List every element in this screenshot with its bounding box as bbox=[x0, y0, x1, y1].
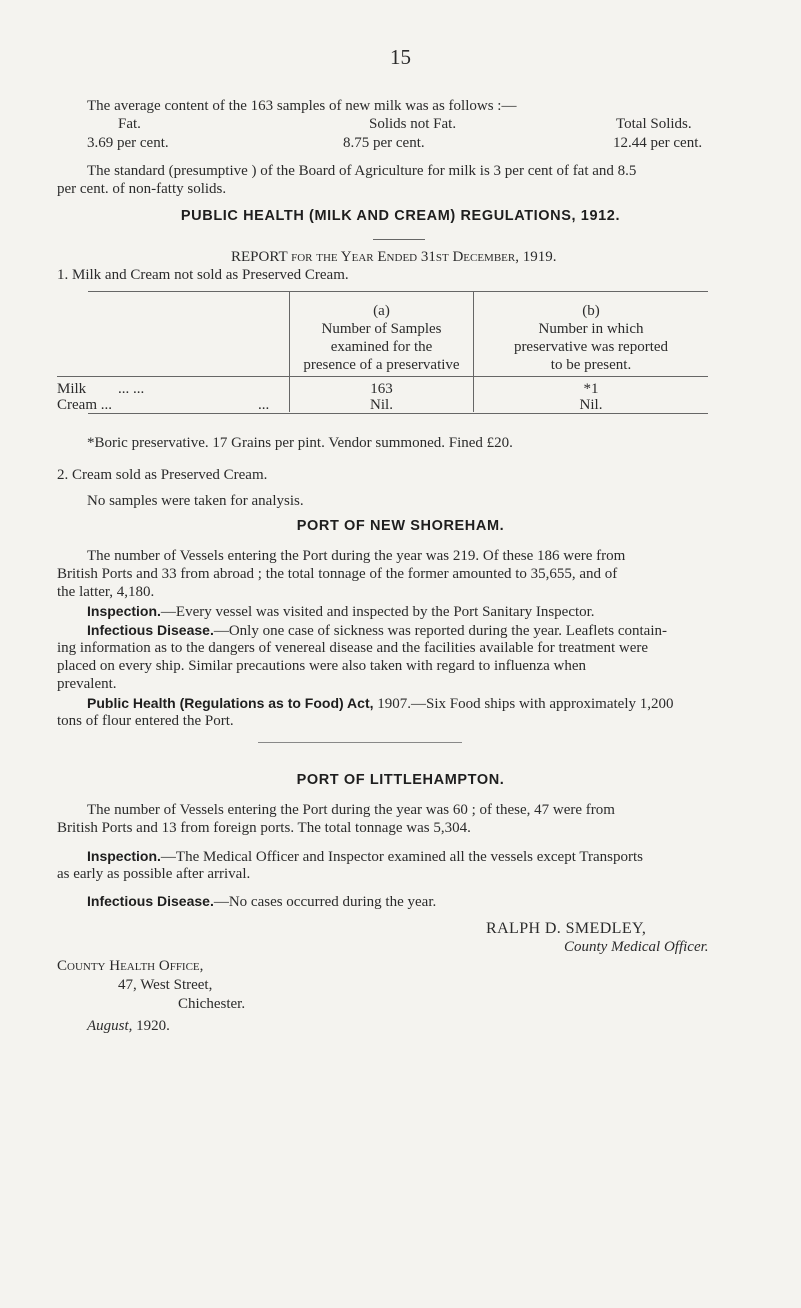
shoreham-infectious-text-1: —Only one case of sickness was reported during the year. Leaflets contain- bbox=[213, 623, 668, 639]
col-a-label: (a) bbox=[373, 303, 390, 319]
standard-line-2: per cent. of non-fatty solids. bbox=[57, 181, 227, 197]
col-b-line-2: preservative was reported bbox=[513, 339, 669, 355]
littlehampton-inspection-label: Inspection. bbox=[87, 848, 161, 864]
littlehampton-inspection-text-1: —The Medical Officer and Inspector examined all the vessels except Transports bbox=[160, 849, 643, 865]
shoreham-food-text-1: 1907.—Six Food ships with approximately 1,200 bbox=[373, 696, 674, 712]
standard-line-1: The standard (presumptive ) of the Board of Agriculture for milk is 3 per cent of fat and 8.5 bbox=[87, 163, 637, 179]
address-town: Chichester. bbox=[178, 996, 246, 1012]
littlehampton-infectious bbox=[87, 892, 436, 912]
signature-title bbox=[564, 938, 709, 957]
signature-title-text: County Medical Officer. bbox=[564, 939, 709, 955]
address-date-month: August, bbox=[87, 1018, 133, 1034]
littlehampton-heading: PORT OF LITTLEHAMPTON. bbox=[296, 772, 505, 788]
short-divider bbox=[373, 239, 425, 240]
signature-name: RALPH D. SMEDLEY, bbox=[486, 920, 647, 937]
col-a-line-1: Number of Samples bbox=[321, 321, 442, 337]
item-2: 2. Cream sold as Preserved Cream. bbox=[57, 467, 268, 483]
col-b-line-1: Number in which bbox=[538, 321, 644, 337]
table-top-rule bbox=[88, 291, 708, 292]
shoreham-infectious-line-4: prevalent. bbox=[57, 676, 117, 692]
shoreham-para-line-2: British Ports and 33 from abroad ; the total tonnage of the former amounted to 35,655, and of bbox=[57, 566, 618, 582]
table-footnote: *Boric preservative. 17 Grains per pint. Vendor summoned. Fined £20. bbox=[87, 435, 513, 451]
row-milk-label: Milk bbox=[57, 381, 87, 397]
shoreham-infectious-label: Infectious Disease. bbox=[87, 622, 214, 638]
row-cream-label: Cream ... bbox=[57, 397, 112, 413]
shoreham-para-line-3: the latter, 4,180. bbox=[57, 584, 155, 600]
col-a-line-3: presence of a preservative bbox=[303, 357, 460, 373]
row-cream-dots: ... bbox=[258, 397, 270, 413]
col-b-label: (b) bbox=[582, 303, 600, 319]
row-cream-b: Nil. bbox=[579, 397, 603, 413]
shoreham-inspection-label: Inspection. bbox=[87, 603, 161, 619]
row-cream-a: Nil. bbox=[370, 397, 393, 413]
shoreham-food-label: Public Health (Regulations as to Food) Act, bbox=[87, 695, 374, 711]
col-a-line-2: examined for the bbox=[330, 339, 433, 355]
shoreham-infectious-line-3: placed on every ship. Similar precautions were also taken with regard to influenza when bbox=[57, 658, 586, 674]
shoreham-para-line-1: The number of Vessels entering the Port during the year was 219. Of these 186 were from bbox=[87, 548, 626, 564]
littlehampton-inspection-line-2: as early as possible after arrival. bbox=[57, 866, 251, 882]
intro-sentence: The average content of the 163 samples of new milk was as follows :— bbox=[87, 98, 517, 114]
row-milk-a: 163 bbox=[370, 381, 393, 397]
address-office-text: County Health Office, bbox=[57, 958, 204, 974]
shoreham-heading: PORT OF NEW SHOREHAM. bbox=[296, 518, 505, 534]
section-divider bbox=[258, 742, 462, 743]
row-milk-dots: ... ... bbox=[118, 381, 145, 397]
table-bottom-rule bbox=[88, 413, 708, 414]
report-title-text: REPORT for the Year Ended 31st December, 1919. bbox=[231, 249, 557, 265]
littlehampton-infectious-text: —No cases occurred during the year. bbox=[213, 894, 437, 910]
milk-cream-heading: PUBLIC HEALTH (MILK AND CREAM) REGULATIONS, 1912. bbox=[180, 208, 621, 224]
shoreham-food-line-2: tons of flour entered the Port. bbox=[57, 713, 234, 729]
value-total-solids: 12.44 per cent. bbox=[613, 135, 703, 151]
value-solids-not-fat: 8.75 per cent. bbox=[343, 135, 425, 151]
value-fat: 3.69 per cent. bbox=[87, 135, 169, 151]
header-total-solids: Total Solids. bbox=[616, 116, 692, 132]
shoreham-inspection-text: —Every vessel was visited and inspected by the Port Sanitary Inspector. bbox=[160, 604, 595, 620]
item-1: 1. Milk and Cream not sold as Preserved Cream. bbox=[57, 267, 349, 283]
item-2-note: No samples were taken for analysis. bbox=[87, 493, 304, 509]
shoreham-infectious-line-1 bbox=[87, 621, 667, 641]
shoreham-inspection bbox=[87, 602, 595, 622]
table-header-rule bbox=[57, 376, 708, 377]
header-fat: Fat. bbox=[118, 116, 141, 132]
littlehampton-para-line-1: The number of Vessels entering the Port during the year was 60 ; of these, 47 were from bbox=[87, 802, 615, 818]
col-b-line-3: to be present. bbox=[550, 357, 632, 373]
address-date-year: 1920. bbox=[132, 1018, 170, 1034]
page-number: 15 bbox=[390, 45, 411, 69]
littlehampton-inspection-line-1 bbox=[87, 847, 643, 867]
shoreham-infectious-line-2: ing information as to the dangers of venereal disease and the facilities available for treatment were bbox=[57, 640, 649, 656]
row-milk-b: *1 bbox=[583, 381, 599, 397]
address-date bbox=[87, 1017, 170, 1036]
address-office bbox=[57, 957, 203, 976]
shoreham-food-line-1 bbox=[87, 694, 674, 714]
header-solids-not-fat: Solids not Fat. bbox=[369, 116, 457, 132]
littlehampton-para-line-2: British Ports and 13 from foreign ports. The total tonnage was 5,304. bbox=[57, 820, 471, 836]
littlehampton-infectious-label: Infectious Disease. bbox=[87, 893, 214, 909]
address-street: 47, West Street, bbox=[118, 977, 213, 993]
report-title bbox=[231, 248, 556, 267]
